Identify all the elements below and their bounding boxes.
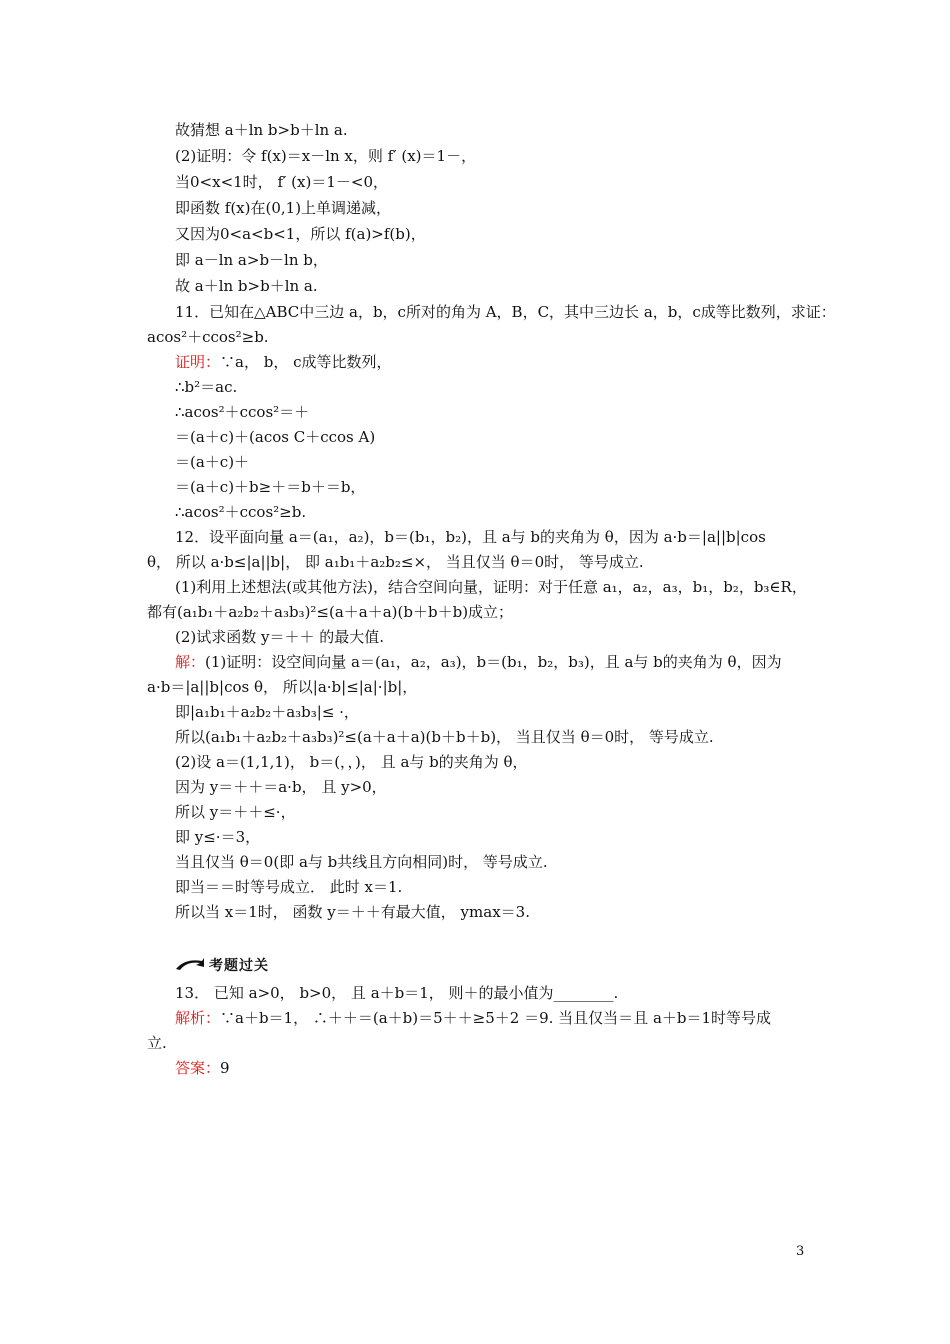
text-line: (2)设 a＝(1,1,1)， b＝(，，)， 且 a与 b的夹角为 θ， [175, 753, 528, 771]
text-line: ＝(a＋c)＋b≥＋＝b＋＝b， [175, 478, 366, 496]
text-line: ∴acos²＋ccos²＝＋ [175, 403, 310, 421]
problem-11-statement: 11．已知在△ABC中三边 a，b，c所对的角为 A，B，C，其中三边长 a，b，c成等比数列，求证： [175, 303, 836, 321]
text-line: ∴acos²＋ccos²≥b. [175, 503, 307, 521]
text-line: a·b＝|a||b|cos θ， 所以|a·b|≤|a|·|b|， [147, 678, 418, 696]
text-line: 又因为0<a<b<1，所以 f(a)>f(b)， [175, 225, 426, 243]
text-line: θ， 所以 a·b≤|a||b|， 即 a₁b₁＋a₂b₂≤×， 当且仅当 θ＝0时， 等号成立. [147, 553, 644, 571]
text-line: 即当＝＝时等号成立． 此时 x＝1. [175, 878, 403, 896]
text-line: 当且仅当 θ＝0(即 a与 b共线且方向相同)时， 等号成立. [175, 853, 548, 871]
answer-line [175, 1058, 230, 1078]
proof-label: 证明： [175, 353, 221, 371]
analysis-line: 解析：∵a＋b＝1， ∴＋＋＝(a＋b)＝5＋＋≥5＋2 ＝9. 当且仅当＝且 a＋b＝1时等号成 [175, 1009, 772, 1027]
text-line: 因为 y＝＋＋＝a·b， 且 y>0， [175, 778, 387, 796]
text-line: ＝(a＋c)＋ [175, 453, 250, 471]
text-line: (1)利用上述想法(或其他方法)，结合空间向量，证明：对于任意 a₁，a₂，a₃，b₁，b₂，b₃∈R， [175, 578, 807, 596]
text-line: 当0<x<1时， f′ (x)＝1－<0， [175, 173, 388, 191]
problem-12-statement: 12．设平面向量 a＝(a₁，a₂)，b＝(b₁，b₂)，且 a与 b的夹角为 θ，因为 a·b＝|a||b|cos [175, 528, 766, 546]
answer-label: 答案： [175, 1059, 221, 1077]
text-line: (2)试求函数 y＝＋＋ 的最大值. [175, 628, 385, 646]
text-line: 即 a－ln a>b－ln b， [175, 251, 328, 269]
solution-line: 解：(1)证明：设空间向量 a＝(a₁，a₂，a₃)，b＝(b₁，b₂，b₃)，且 a与 b的夹角为 θ，因为 [175, 653, 782, 671]
text-line: 即函数 f(x)在(0,1)上单调递减， [175, 199, 392, 217]
text-line: 故 a＋ln b>b＋ln a. [175, 277, 318, 295]
text-line: acos²＋ccos²≥b. [147, 328, 269, 346]
text-line: 即 y≤·＝3， [175, 828, 261, 846]
arrow-icon [175, 957, 205, 971]
section-title: 考题过关 [209, 958, 269, 974]
text-line: ∴b²＝ac. [175, 378, 238, 396]
text-line: (2)证明：令 f(x)＝x－ln x，则 f′ (x)＝1－， [175, 147, 477, 165]
text-line: 所以 y＝＋＋≤·， [175, 803, 296, 821]
text-line: 立. [147, 1034, 167, 1052]
text-line: 都有(a₁b₁＋a₂b₂＋a₃b₃)²≤(a＋a＋a)(b＋b＋b)成立； [147, 603, 514, 621]
page-number: 3 [796, 1244, 805, 1259]
text-line: 所以(a₁b₁＋a₂b₂＋a₃b₃)²≤(a＋a＋a)(b＋b＋b)， 当且仅当 θ＝0时， 等号成立. [175, 728, 714, 746]
solution-label: 解： [175, 653, 206, 671]
answer-value: 9 [220, 1059, 230, 1077]
text-line: 故猜想 a＋ln b>b＋ln a. [175, 121, 348, 139]
proof-line: 证明：∵a， b， c成等比数列， [175, 353, 392, 371]
problem-13-statement: 13． 已知 a>0， b>0， 且 a＋b＝1， 则＋的最小值为________. [175, 984, 619, 1002]
text-line: 所以当 x＝1时， 函数 y＝＋＋有最大值， ymax＝3. [175, 903, 530, 921]
analysis-label: 解析： [175, 1009, 221, 1027]
text-line: 即|a₁b₁＋a₂b₂＋a₃b₃|≤ ·， [175, 703, 359, 721]
text-line: ＝(a＋c)＋(acos C＋ccos A) [175, 428, 376, 446]
